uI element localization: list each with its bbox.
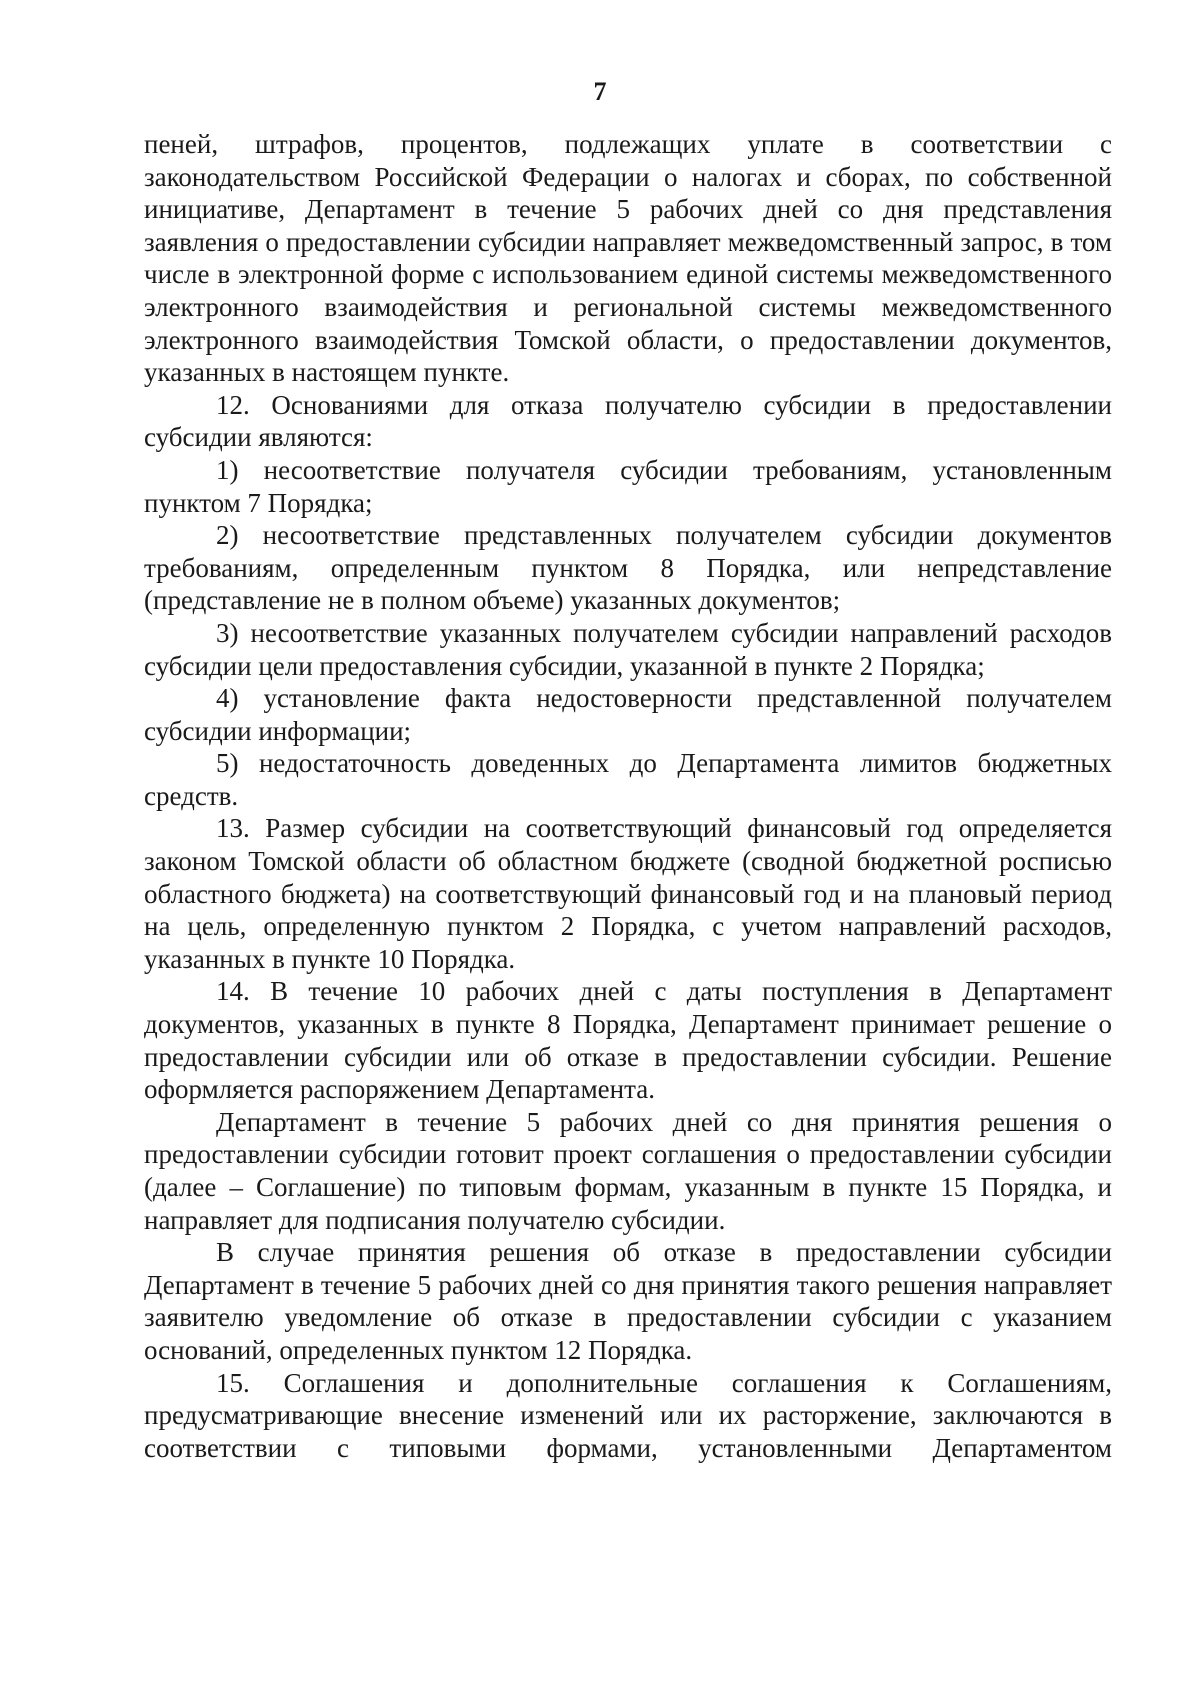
paragraph-subitem-3: 3) несоответствие указанных получателем субсидии направлений расходов субсидии цели предоставления субсидии, указанной в пункте 2 Порядка; (144, 617, 1112, 681)
document-body (144, 128, 1112, 1464)
paragraph-continuation: пеней, штрафов, процентов, подлежащих уплате в соответствии с законодательством Российской Федерации о налогах и сборах, по собственной инициативе, Департамент в течение 5 рабочих дней со дня представления заявления о предоставлении субсидии направляет межведомственный запрос, в том числе в электронной форме с использованием единой системы межведомственного электронного взаимодействия и региональной системы межведомственного электронного взаимодействия Томской области, о предоставлении документов, указанных в настоящем пункте. (144, 129, 1112, 388)
paragraph-item-14: 14. В течение 10 рабочих дней с даты поступления в Департамент документов, указанных в пункте 8 Порядка, Департамент принимает решение о предоставлении субсидии или об отказе в предоставлении субсидии. Решение оформляется распоряжением Департамента. (144, 976, 1112, 1105)
paragraph-item-15: 15. Соглашения и дополнительные соглашения к Соглашениям, предусматривающие внесение изменений или их расторжение, заключаются в соответствии с типовыми формами, установленными Департаментом (144, 1367, 1112, 1463)
paragraph-item-12: 12. Основаниями для отказа получателю субсидии в предоставлении субсидии являются: (144, 389, 1112, 453)
paragraph-subitem-5: 5) недостаточность доведенных до Департамента лимитов бюджетных средств. (144, 748, 1112, 811)
paragraph-subitem-1: 1) несоответствие получателя субсидии требованиям, установленным пунктом 7 Порядка; (144, 454, 1112, 518)
paragraph-agreement-preparation: Департамент в течение 5 рабочих дней со дня принятия решения о предоставлении субсидии готовит проект соглашения о предоставлении субсидии (далее – Соглашение) по типовым формам, указанным в пункте 15 Порядка, и направляет для подписания получателю субсидии. (144, 1106, 1112, 1235)
paragraph-refusal-notice: В случае принятия решения об отказе в предоставлении субсидии Департамент в течение 5 рабочих дней со дня принятия такого решения направляет заявителю уведомление об отказе в предоставлении субсидии с указанием оснований, определенных пунктом 12 Порядка. (144, 1237, 1112, 1365)
paragraph-subitem-4: 4) установление факта недостоверности представленной получателем субсидии информации; (144, 683, 1112, 746)
paragraph-subitem-2: 2) несоответствие представленных получателем субсидии документов требованиям, определенным пунктом 8 Порядка, или непредставление (представление не в полном объеме) указанных документов; (144, 520, 1112, 616)
page-number: 7 (593, 77, 607, 106)
paragraph-item-13: 13. Размер субсидии на соответствующий финансовый год определяется законом Томской области об областном бюджете (сводной бюджетной росписью областного бюджета) на соответствующий финансовый год и на плановый период на цель, определенную пунктом 2 Порядка, с учетом направлений расходов, указанных в пункте 10 Порядка. (144, 813, 1112, 974)
